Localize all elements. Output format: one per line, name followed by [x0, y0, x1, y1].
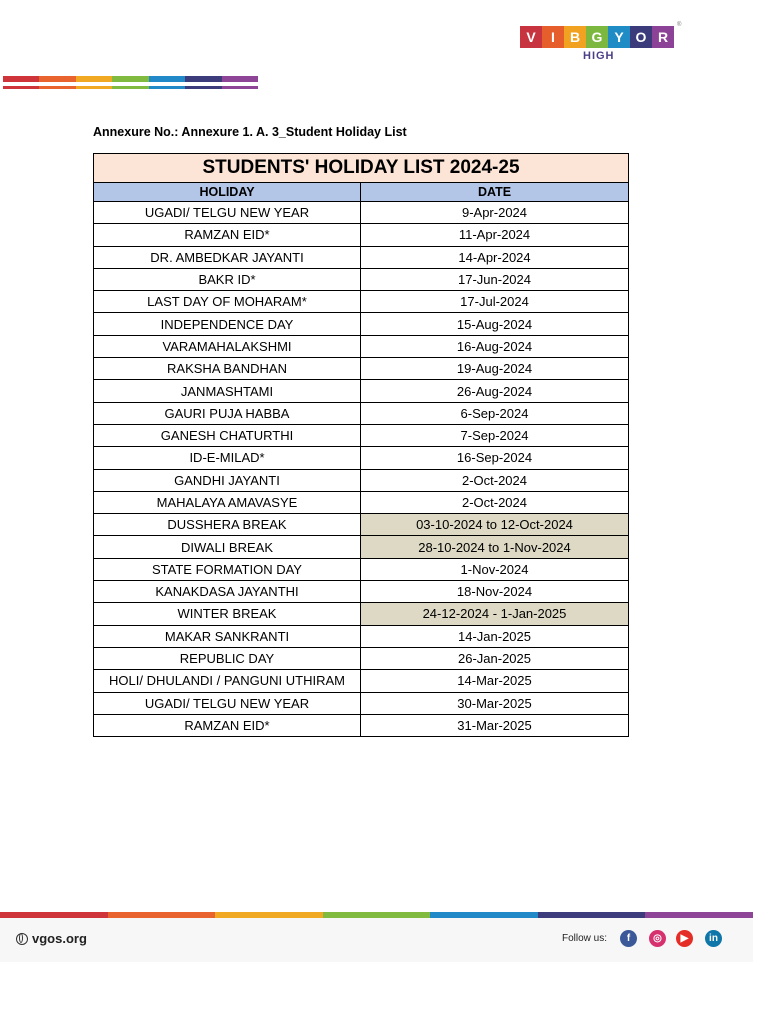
- color-stripe: [76, 86, 112, 89]
- holiday-date: 11-Apr-2024: [361, 224, 629, 246]
- table-row: [94, 202, 629, 224]
- logo-subtitle: HIGH: [583, 50, 615, 62]
- holiday-name: HOLI/ DHULANDI / PANGUNI UTHIRAM: [94, 670, 361, 692]
- table-row: [94, 424, 629, 446]
- holiday-name: KANAKDASA JAYANTHI: [94, 581, 361, 603]
- table-title-row: [94, 154, 629, 183]
- holiday-date: 16-Aug-2024: [361, 335, 629, 357]
- table-row: [94, 625, 629, 647]
- holiday-date: 6-Sep-2024: [361, 402, 629, 424]
- website-link[interactable]: [16, 931, 87, 946]
- color-stripe: [149, 86, 185, 89]
- table-row: [94, 447, 629, 469]
- holiday-date: 28-10-2024 to 1-Nov-2024: [361, 536, 629, 558]
- holiday-date: 17-Jul-2024: [361, 291, 629, 313]
- linkedin-icon[interactable]: in: [705, 930, 722, 947]
- holiday-name: VARAMAHALAKSHMI: [94, 335, 361, 357]
- youtube-icon[interactable]: ▶: [676, 930, 693, 947]
- holiday-name: ID-E-MILAD*: [94, 447, 361, 469]
- holiday-name: DR. AMBEDKAR JAYANTI: [94, 246, 361, 268]
- holiday-date: 16-Sep-2024: [361, 447, 629, 469]
- holiday-date: 26-Jan-2025: [361, 647, 629, 669]
- holiday-date: 2-Oct-2024: [361, 469, 629, 491]
- holiday-name: UGADI/ TELGU NEW YEAR: [94, 692, 361, 714]
- color-stripe: [149, 76, 185, 82]
- table-row: [94, 514, 629, 536]
- logo-letter: G: [586, 26, 608, 48]
- color-stripe: [222, 86, 258, 89]
- holiday-date: 1-Nov-2024: [361, 558, 629, 580]
- holiday-name: UGADI/ TELGU NEW YEAR: [94, 202, 361, 224]
- registered-mark: ®: [677, 22, 682, 28]
- table-row: [94, 491, 629, 513]
- holiday-table: [93, 153, 629, 737]
- holiday-name: MAKAR SANKRANTI: [94, 625, 361, 647]
- table-row: [94, 692, 629, 714]
- holiday-date: 31-Mar-2025: [361, 714, 629, 736]
- holiday-name: RAMZAN EID*: [94, 714, 361, 736]
- logo-letter: O: [630, 26, 652, 48]
- holiday-date: 9-Apr-2024: [361, 202, 629, 224]
- follow-label: Follow us:: [562, 933, 608, 944]
- holiday-date: 17-Jun-2024: [361, 268, 629, 290]
- holiday-date: 7-Sep-2024: [361, 424, 629, 446]
- holiday-name: STATE FORMATION DAY: [94, 558, 361, 580]
- website-text: vgos.org: [32, 931, 87, 946]
- facebook-icon[interactable]: f: [620, 930, 637, 947]
- vibgyor-logo: [520, 26, 674, 48]
- color-stripe: [39, 86, 75, 89]
- holiday-date: 14-Apr-2024: [361, 246, 629, 268]
- table-row: [94, 335, 629, 357]
- holiday-date: 2-Oct-2024: [361, 491, 629, 513]
- table-row: [94, 291, 629, 313]
- holiday-date: 19-Aug-2024: [361, 358, 629, 380]
- table-header-row: [94, 183, 629, 202]
- table-row: [94, 714, 629, 736]
- logo-letter: R: [652, 26, 674, 48]
- table-row: [94, 224, 629, 246]
- holiday-name: GAURI PUJA HABBA: [94, 402, 361, 424]
- table-row: [94, 603, 629, 625]
- holiday-date: 14-Mar-2025: [361, 670, 629, 692]
- holiday-name: LAST DAY OF MOHARAM*: [94, 291, 361, 313]
- table-title: STUDENTS' HOLIDAY LIST 2024-25: [94, 154, 629, 183]
- logo-letter: Y: [608, 26, 630, 48]
- holiday-name: DUSSHERA BREAK: [94, 514, 361, 536]
- holiday-date: 15-Aug-2024: [361, 313, 629, 335]
- logo-letter: I: [542, 26, 564, 48]
- color-stripe: [3, 76, 39, 82]
- holiday-date: 14-Jan-2025: [361, 625, 629, 647]
- table-row: [94, 469, 629, 491]
- logo-letter: B: [564, 26, 586, 48]
- color-stripe: [185, 86, 221, 89]
- instagram-icon[interactable]: ◎: [649, 930, 666, 947]
- table-row: [94, 670, 629, 692]
- logo-letter: V: [520, 26, 542, 48]
- top-color-stripes: [3, 76, 258, 89]
- holiday-name: REPUBLIC DAY: [94, 647, 361, 669]
- table-row: [94, 581, 629, 603]
- table-row: [94, 380, 629, 402]
- holiday-date: 24-12-2024 - 1-Jan-2025: [361, 603, 629, 625]
- holiday-name: RAKSHA BANDHAN: [94, 358, 361, 380]
- color-stripe: [112, 76, 148, 82]
- footer-bar: [0, 918, 753, 962]
- color-stripe: [76, 76, 112, 82]
- holiday-name: DIWALI BREAK: [94, 536, 361, 558]
- holiday-name: GANDHI JAYANTI: [94, 469, 361, 491]
- color-stripe: [39, 76, 75, 82]
- table-row: [94, 558, 629, 580]
- holiday-name: WINTER BREAK: [94, 603, 361, 625]
- table-row: [94, 246, 629, 268]
- holiday-name: JANMASHTAMI: [94, 380, 361, 402]
- color-stripe: [185, 76, 221, 82]
- holiday-date: 18-Nov-2024: [361, 581, 629, 603]
- header-date: DATE: [361, 183, 629, 202]
- table-row: [94, 536, 629, 558]
- globe-icon: [16, 933, 28, 945]
- table-row: [94, 647, 629, 669]
- color-stripe: [112, 86, 148, 89]
- table-row: [94, 268, 629, 290]
- header-holiday: HOLIDAY: [94, 183, 361, 202]
- holiday-name: INDEPENDENCE DAY: [94, 313, 361, 335]
- holiday-date: 03-10-2024 to 12-Oct-2024: [361, 514, 629, 536]
- holiday-date: 30-Mar-2025: [361, 692, 629, 714]
- holiday-name: MAHALAYA AMAVASYE: [94, 491, 361, 513]
- holiday-name: BAKR ID*: [94, 268, 361, 290]
- annexure-label: Annexure No.: Annexure 1. A. 3_Student Holiday List: [93, 125, 407, 139]
- table-row: [94, 313, 629, 335]
- holiday-date: 26-Aug-2024: [361, 380, 629, 402]
- holiday-name: RAMZAN EID*: [94, 224, 361, 246]
- table-row: [94, 358, 629, 380]
- color-stripe: [222, 76, 258, 82]
- holiday-name: GANESH CHATURTHI: [94, 424, 361, 446]
- table-row: [94, 402, 629, 424]
- color-stripe: [3, 86, 39, 89]
